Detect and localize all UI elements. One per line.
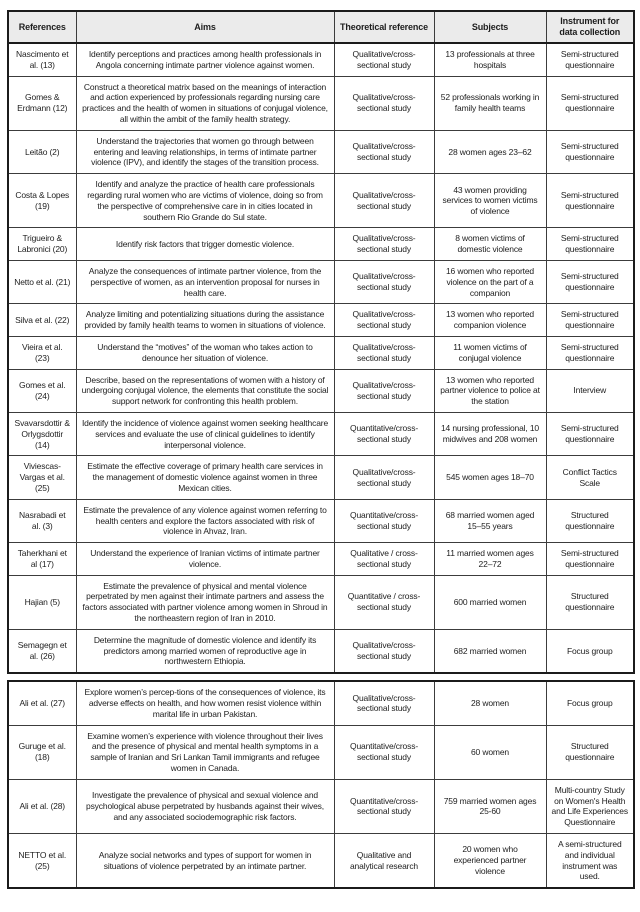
subjects-cell: 28 women ages 23–62 <box>434 130 546 173</box>
table-row <box>8 456 634 499</box>
studies-table-2 <box>7 680 635 889</box>
aims-cell: Identify and analyze the practice of health care professionals regarding rural women who are victims of violence, doing so from the perspective of comprehensive care in in cities located in southern Rio Grande do Sul state. <box>76 174 334 228</box>
subjects-cell: 11 women victims of conjugal violence <box>434 336 546 369</box>
subjects-cell: 28 women <box>434 681 546 725</box>
theoretical-reference-cell: Qualitative / cross-sectional study <box>334 543 434 576</box>
references-cell: Semagegn et al. (26) <box>8 629 76 673</box>
instrument-cell: Conflict Tactics Scale <box>546 456 634 499</box>
aims-cell: Analyze the consequences of intimate partner violence, from the perspective of women, as an intervention proposal for nurses in health care. <box>76 260 334 303</box>
instrument-cell: Structured questionnaire <box>546 575 634 629</box>
aims-cell: Analyze limiting and potentializing situations during the assistance provided by family health teams to women in situations of violence. <box>76 304 334 337</box>
theoretical-reference-cell: Quantitative / cross-sectional study <box>334 575 434 629</box>
aims-cell: Identify perceptions and practices among health professionals in Angola concerning intimate partner violence against women. <box>76 43 334 76</box>
instrument-cell: Semi-structured questionnaire <box>546 543 634 576</box>
theoretical-reference-cell: Qualitative/cross-sectional study <box>334 336 434 369</box>
theoretical-reference-cell: Qualitative/cross-sectional study <box>334 456 434 499</box>
references-cell: Hajian (5) <box>8 575 76 629</box>
instrument-cell: Semi-structured questionnaire <box>546 174 634 228</box>
table-row <box>8 499 634 542</box>
instrument-cell: Semi-structured questionnaire <box>546 43 634 76</box>
references-cell: Gomes et al. (24) <box>8 369 76 412</box>
references-cell: Nascimento et al. (13) <box>8 43 76 76</box>
aims-cell: Construct a theoretical matrix based on the meanings of interaction and action experienced by professionals regarding nursing care practices and the health of women in situations of conjugal violence, all within the ambit of the family health strategy. <box>76 76 334 130</box>
table-row <box>8 228 634 261</box>
table-row <box>8 76 634 130</box>
column-header-4: Instrument for data collection <box>546 11 634 43</box>
subjects-cell: 13 women who reported companion violence <box>434 304 546 337</box>
column-header-3: Subjects <box>434 11 546 43</box>
aims-cell: Examine women’s experience with violence throughout their lives and the presence of physical and mental health symptoms in a sample of Iranian and Sri Lankan Tamil immigrants and refugee women in Canada. <box>76 725 334 779</box>
column-header-0: References <box>8 11 76 43</box>
theoretical-reference-cell: Qualitative/cross-sectional study <box>334 304 434 337</box>
subjects-cell: 759 married women ages 25-60 <box>434 779 546 833</box>
table-row <box>8 725 634 779</box>
aims-cell: Estimate the effective coverage of primary health care services in the management of domestic violence against women in three Mexican cities. <box>76 456 334 499</box>
theoretical-reference-cell: Qualitative/cross-sectional study <box>334 369 434 412</box>
instrument-cell: Semi-structured questionnaire <box>546 130 634 173</box>
theoretical-reference-cell: Qualitative/cross-sectional study <box>334 174 434 228</box>
table-row <box>8 43 634 76</box>
subjects-cell: 13 women who reported partner violence to police at the station <box>434 369 546 412</box>
aims-cell: Understand the “motives” of the woman who takes action to denounce her situation of violence. <box>76 336 334 369</box>
column-header-2: Theoretical reference <box>334 11 434 43</box>
instrument-cell: Structured questionnaire <box>546 725 634 779</box>
references-cell: Trigueiro & Labronici (20) <box>8 228 76 261</box>
table-header-row <box>8 11 634 43</box>
references-cell: Ali et al. (28) <box>8 779 76 833</box>
theoretical-reference-cell: Quantitative/cross-sectional study <box>334 412 434 455</box>
references-cell: Silva et al. (22) <box>8 304 76 337</box>
table-row <box>8 260 634 303</box>
instrument-cell: Semi-structured questionnaire <box>546 412 634 455</box>
instrument-cell: Focus group <box>546 681 634 725</box>
studies-table-1 <box>7 10 635 674</box>
references-cell: Taherkhani et al (17) <box>8 543 76 576</box>
theoretical-reference-cell: Qualitative/cross-sectional study <box>334 76 434 130</box>
aims-cell: Estimate the prevalence of any violence against women referring to health centers and explore the factors associated with risk of violence in Ahvaz, Iran. <box>76 499 334 542</box>
aims-cell: Estimate the prevalence of physical and mental violence perpetrated by men against their intimate partners and assess the factors associated with partner violence among women in Shroud in the northeastern region of Iran in 2010. <box>76 575 334 629</box>
table-row <box>8 369 634 412</box>
theoretical-reference-cell: Quantitative/cross-sectional study <box>334 725 434 779</box>
references-cell: Viviescas-Vargas et al. (25) <box>8 456 76 499</box>
table-row <box>8 681 634 725</box>
subjects-cell: 60 women <box>434 725 546 779</box>
theoretical-reference-cell: Qualitative/cross-sectional study <box>334 130 434 173</box>
instrument-cell: Interview <box>546 369 634 412</box>
theoretical-reference-cell: Qualitative/cross-sectional study <box>334 681 434 725</box>
subjects-cell: 52 professionals working in family health teams <box>434 76 546 130</box>
references-cell: Ali et al. (27) <box>8 681 76 725</box>
references-cell: NETTO et al. (25) <box>8 834 76 889</box>
table-row <box>8 130 634 173</box>
subjects-cell: 14 nursing professional, 10 midwives and 208 women <box>434 412 546 455</box>
subjects-cell: 13 professionals at three hospitals <box>434 43 546 76</box>
theoretical-reference-cell: Quantitative/cross-sectional study <box>334 499 434 542</box>
references-cell: Netto et al. (21) <box>8 260 76 303</box>
instrument-cell: Semi-structured questionnaire <box>546 76 634 130</box>
instrument-cell: Semi-structured questionnaire <box>546 260 634 303</box>
instrument-cell: Semi-structured questionnaire <box>546 336 634 369</box>
references-cell: Costa & Lopes (19) <box>8 174 76 228</box>
references-cell: Gomes & Erdmann (12) <box>8 76 76 130</box>
theoretical-reference-cell: Qualitative/cross-sectional study <box>334 43 434 76</box>
subjects-cell: 16 women who reported violence on the part of a companion <box>434 260 546 303</box>
subjects-cell: 68 married women aged 15–55 years <box>434 499 546 542</box>
table-row <box>8 575 634 629</box>
subjects-cell: 682 married women <box>434 629 546 673</box>
subjects-cell: 11 married women ages 22–72 <box>434 543 546 576</box>
aims-cell: Identify risk factors that trigger domestic violence. <box>76 228 334 261</box>
table-row <box>8 834 634 889</box>
table-row <box>8 336 634 369</box>
column-header-1: Aims <box>76 11 334 43</box>
theoretical-reference-cell: Qualitative/cross-sectional study <box>334 260 434 303</box>
references-cell: Vieira et al. (23) <box>8 336 76 369</box>
aims-cell: Determine the magnitude of domestic violence and identify its predictors among married women of reproductive age in northwestern Ethiopia. <box>76 629 334 673</box>
aims-cell: Investigate the prevalence of physical and sexual violence and psychological abuse perpetrated by husbands against their wives, and any associated sociodemographic risk factors. <box>76 779 334 833</box>
aims-cell: Identify the incidence of violence against women seeking healthcare services and evaluate the use of clinical guidelines to identify interpersonal violence. <box>76 412 334 455</box>
table-row <box>8 304 634 337</box>
table-row <box>8 543 634 576</box>
table-row <box>8 629 634 673</box>
instrument-cell: Multi-country Study on Women's Health and Life Experiences Questionnaire <box>546 779 634 833</box>
instrument-cell: Semi-structured questionnaire <box>546 304 634 337</box>
instrument-cell: Semi-structured questionnaire <box>546 228 634 261</box>
subjects-cell: 8 women victims of domestic violence <box>434 228 546 261</box>
theoretical-reference-cell: Qualitative/cross-sectional study <box>334 228 434 261</box>
references-cell: Guruge et al. (18) <box>8 725 76 779</box>
table-row <box>8 779 634 833</box>
table-row <box>8 174 634 228</box>
theoretical-reference-cell: Qualitative/cross-sectional study <box>334 629 434 673</box>
instrument-cell: Focus group <box>546 629 634 673</box>
instrument-cell: Structured questionnaire <box>546 499 634 542</box>
references-cell: Svavarsdottir & Orlygsdottir (14) <box>8 412 76 455</box>
aims-cell: Understand the trajectories that women go through between entering and leaving relationships, in terms of intimate partner violence (IPV), and identify the stages of the transition process. <box>76 130 334 173</box>
aims-cell: Understand the experience of Iranian victims of intimate partner violence. <box>76 543 334 576</box>
aims-cell: Describe, based on the representations of women with a history of undergoing conjugal violence, the elements that constitute the social support network for confronting this health problem. <box>76 369 334 412</box>
references-cell: Leitão (2) <box>8 130 76 173</box>
aims-cell: Analyze social networks and types of support for women in situations of violence perpetrated by an intimate partner. <box>76 834 334 889</box>
instrument-cell: A semi-structured and individual instrument was used. <box>546 834 634 889</box>
table-row <box>8 412 634 455</box>
subjects-cell: 43 women providing services to women victims of violence <box>434 174 546 228</box>
aims-cell: Explore women’s percep-tions of the consequences of violence, its adverse effects on health, and how women resist violence within marital life in urban Pakistan. <box>76 681 334 725</box>
subjects-cell: 600 married women <box>434 575 546 629</box>
subjects-cell: 545 women ages 18–70 <box>434 456 546 499</box>
references-cell: Nasrabadi et al. (3) <box>8 499 76 542</box>
subjects-cell: 20 women who experienced partner violence <box>434 834 546 889</box>
theoretical-reference-cell: Quantitative/cross-sectional study <box>334 779 434 833</box>
theoretical-reference-cell: Qualitative and analytical research <box>334 834 434 889</box>
